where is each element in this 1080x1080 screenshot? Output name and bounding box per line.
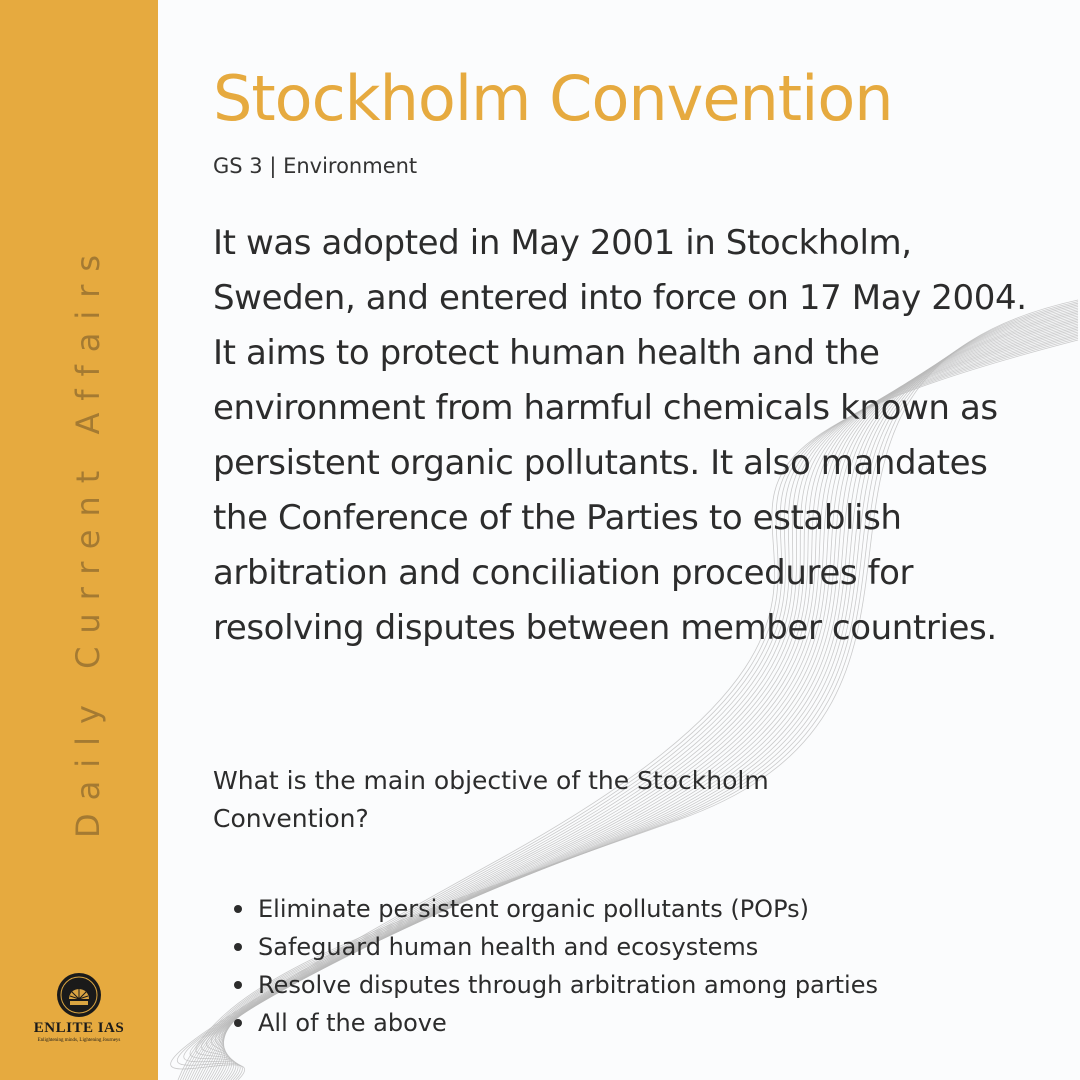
options-list [230, 890, 878, 1042]
option-item: Eliminate persistent organic pollutants (POPs) [230, 890, 878, 928]
option-item: Safeguard human health and ecosystems [230, 928, 878, 966]
question-text: What is the main objective of the Stockholm Convention? [213, 766, 769, 833]
body-paragraph: It was adopted in May 2001 in Stockholm, Sweden, and entered into force on 17 May 2004. It aims to protect human health and the environment from harmful chemicals known as persistent organic pollutants. It also mandates the Conference of the Parties to establish arbitration and conciliation procedures for resolving disputes between member countries. [213, 223, 1027, 648]
logo [0, 972, 158, 1043]
page-subtitle: GS 3 | Environment [213, 154, 418, 178]
page-title: Stockholm Convention [213, 62, 893, 135]
logo-tagline: Enlightening minds, Lightening Journeys [37, 1038, 121, 1043]
option-item: All of the above [230, 1004, 878, 1042]
enlite-seal-icon [56, 972, 102, 1018]
option-item: Resolve disputes through arbitration among parties [230, 966, 878, 1004]
sidebar-vertical-label: Daily Current Affairs [69, 241, 107, 839]
sidebar [0, 0, 158, 1080]
logo-text: ENLITE IAS [33, 1020, 125, 1036]
